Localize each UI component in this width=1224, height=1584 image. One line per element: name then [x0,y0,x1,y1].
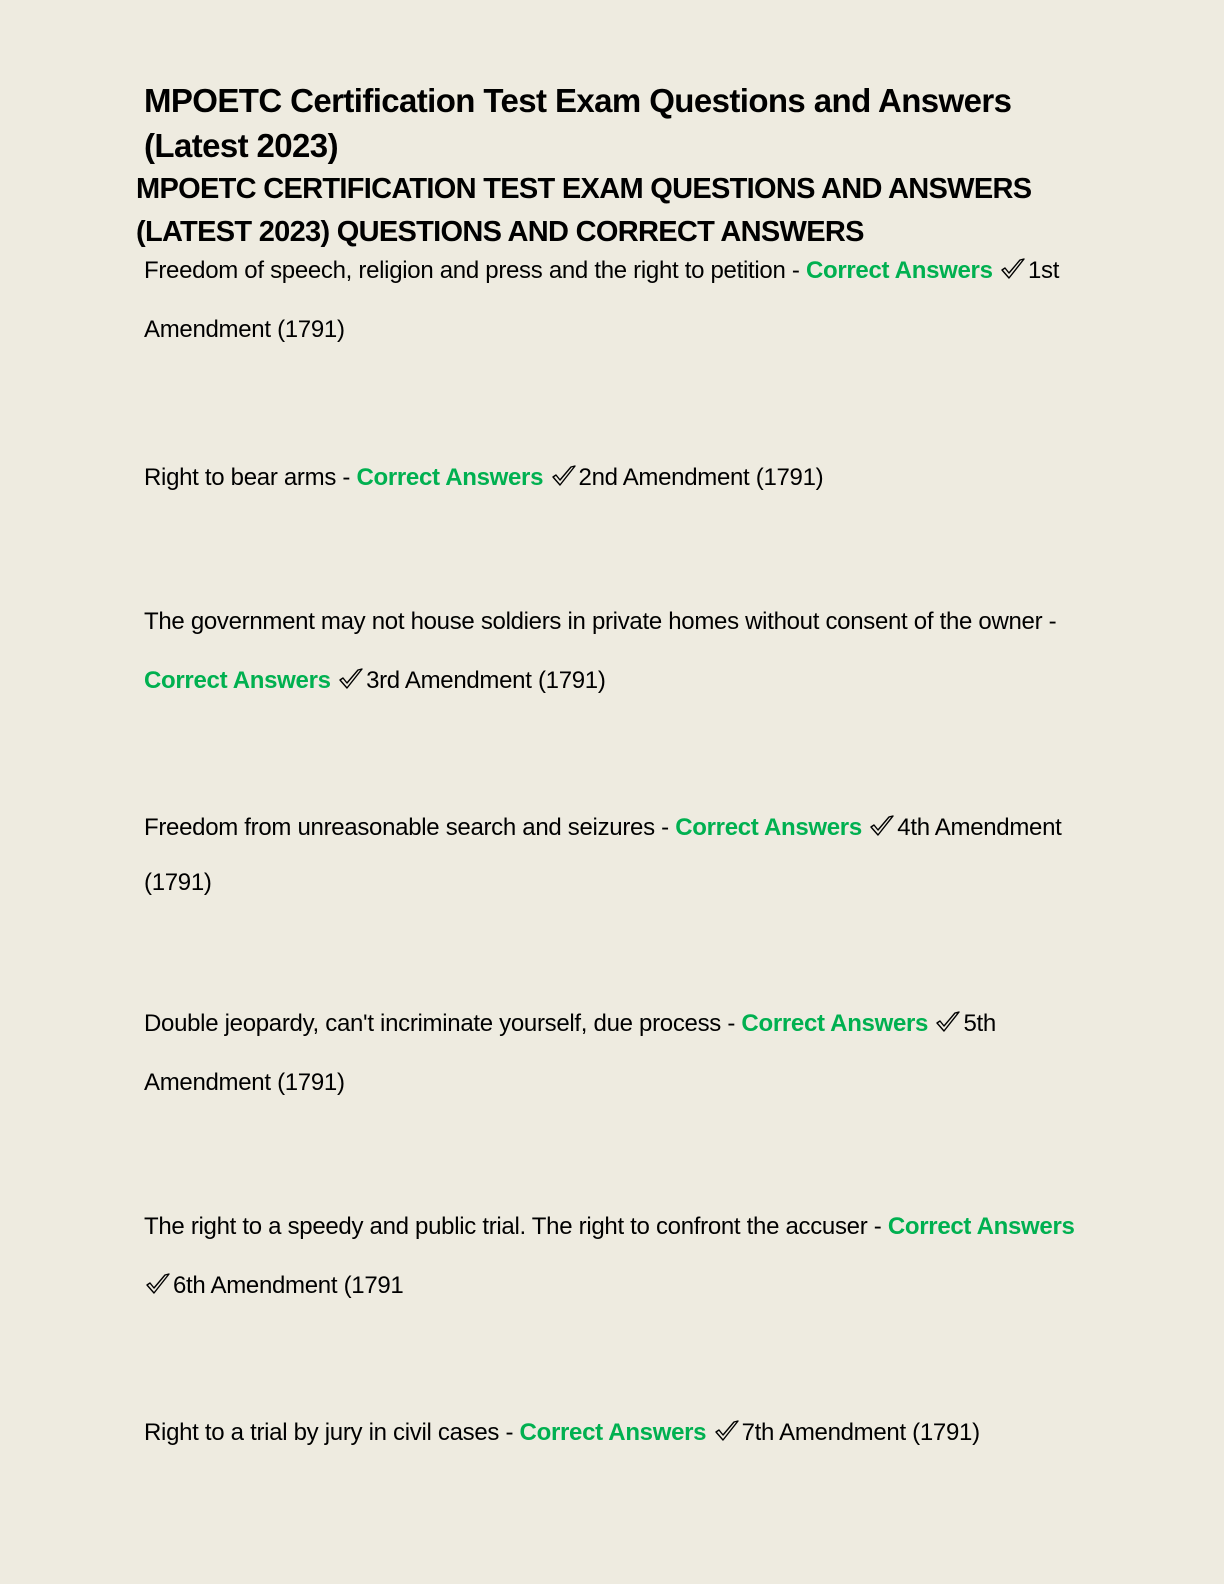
correct-answers-label: Correct Answers [887,1213,1075,1240]
qa-item-2 [144,448,1084,507]
check-outline-icon [337,667,365,691]
qa-item-4 [144,800,1084,910]
correct-answers-label: Correct Answers [741,1010,929,1037]
separator: - [499,1419,520,1446]
answer-text: 2nd Amendment (1791) [578,464,824,491]
question-text: Right to a trial by jury in civil cases [144,1419,500,1446]
answer-text: 4th Amendment (1791) [144,814,1062,896]
correct-answers-label: Correct Answers [675,814,862,841]
separator: - [785,257,806,284]
question-text: Double jeopardy, can't incriminate yourself, due process [144,1010,721,1037]
correct-answers-label: Correct Answers [805,257,993,284]
question-text: Freedom of speech, religion and press and the right to petition [144,257,786,284]
separator: - [336,464,357,491]
qa-item-6 [144,1197,1084,1315]
question-text: The right to a speedy and public trial. The right to confront the accuser [144,1213,868,1240]
separator: - [720,1010,742,1037]
answer-text: 6th Amendment (1791 [173,1272,404,1299]
check-outline-icon [713,1419,741,1443]
check-outline-icon [550,464,578,488]
question-text: The government may not house soldiers in private homes without consent of the owner [144,608,1043,635]
document-title: MPOETC Certification Test Exam Questions and Answers (Latest 2023) [144,82,1012,164]
correct-answers-label: Correct Answers [356,464,544,491]
correct-answers-label: Correct Answers [519,1419,707,1446]
separator: - [867,1213,888,1240]
check-outline-icon [868,814,896,838]
question-text: Right to bear arms [144,464,337,491]
qa-item-3 [144,592,1084,710]
answer-text: 1st Amendment (1791) [144,257,1060,343]
check-outline-icon [144,1272,172,1296]
separator: - [1042,608,1057,635]
qa-item-5 [144,994,1084,1112]
answer-text: 7th Amendment (1791) [741,1419,980,1446]
answer-text: 3rd Amendment (1791) [366,667,606,694]
answer-text: 5th Amendment (1791) [144,1010,996,1096]
check-outline-icon [934,1010,962,1034]
question-text: Freedom from unreasonable search and seizures [144,814,655,841]
correct-answers-label: Correct Answers [144,667,331,694]
separator: - [654,814,676,841]
document-subtitle: MPOETC CERTIFICATION TEST EXAM QUESTIONS AND ANSWERS (LATEST 2023) QUESTIONS AND CORRECT ANSWERS [136,173,1032,248]
check-outline-icon [999,257,1027,281]
qa-item-7 [144,1405,1084,1460]
qa-item-1 [144,241,1084,359]
